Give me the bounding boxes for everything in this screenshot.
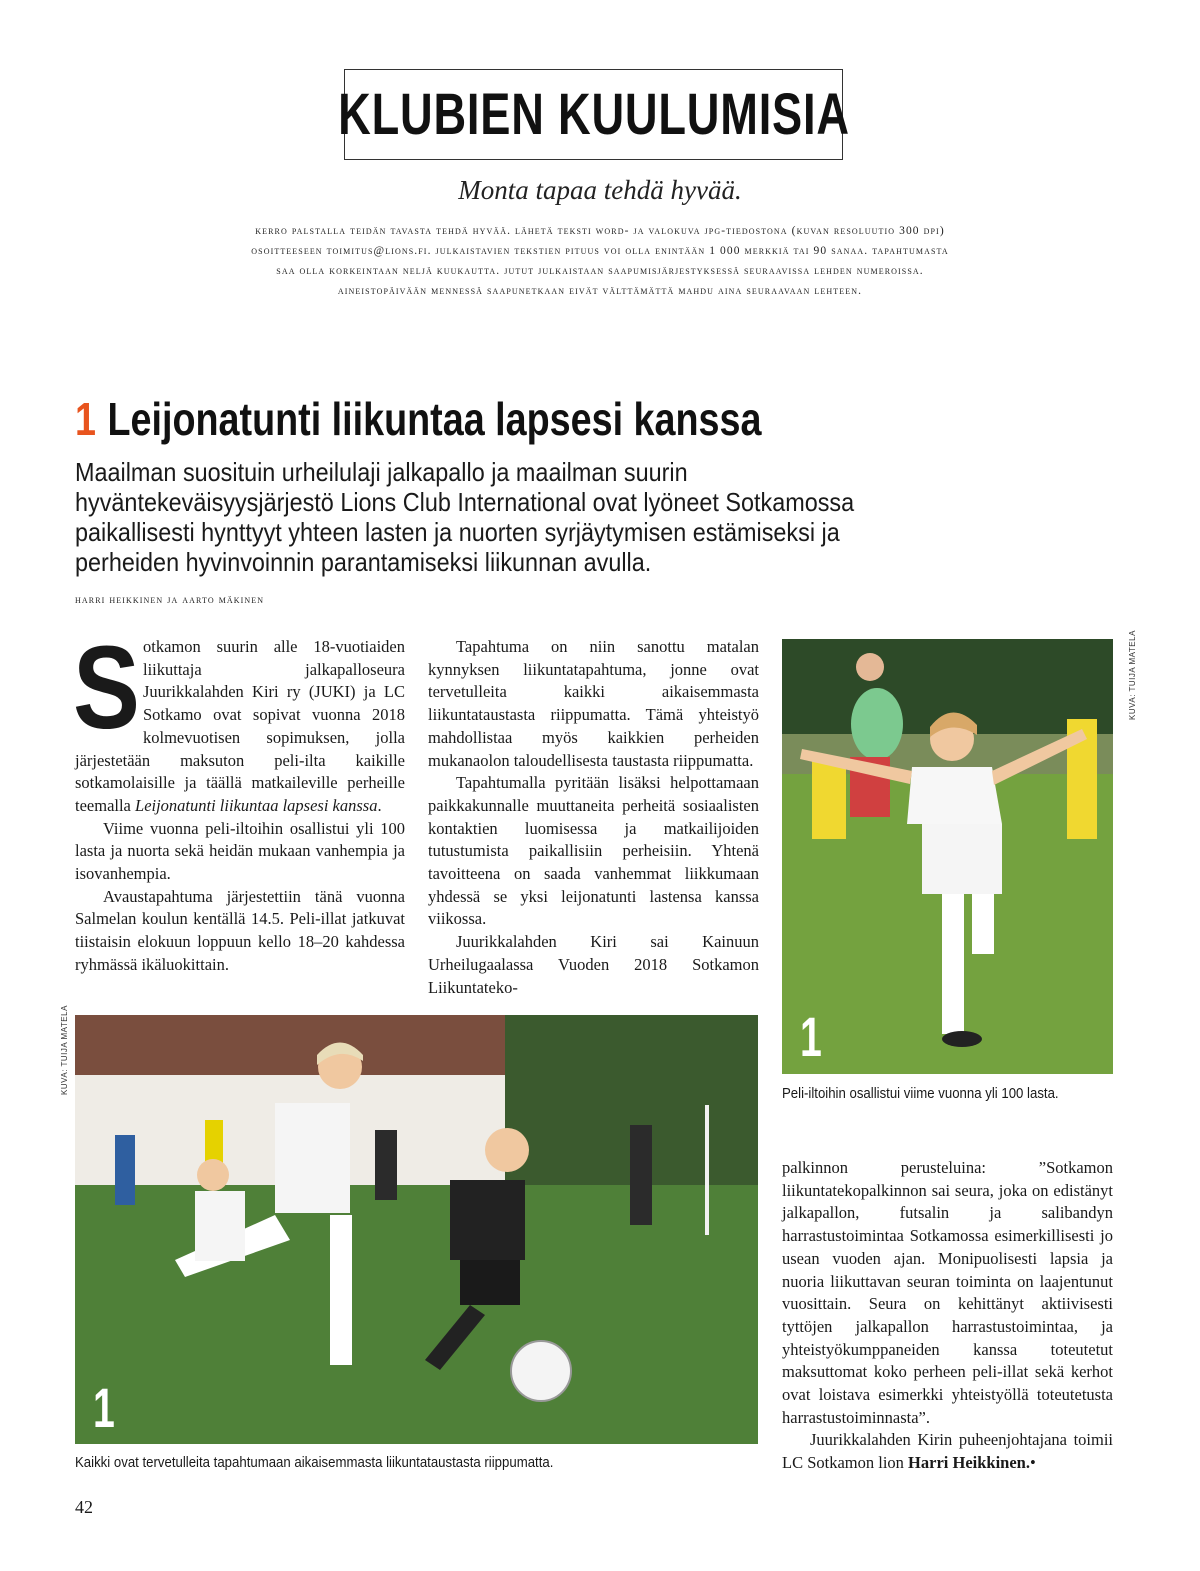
photo-caption: Kaikki ovat tervetulleita tapahtumaan aikaisemmasta liikuntataustasta riippumatta.: [75, 1454, 554, 1471]
paragraph: Tapahtumalla pyritään lisäksi helpottamaan paikkakunnalle muuttaneita perheitä sosiaalisten kontaktien luomisessa ja matkailijoiden tutustumista paikallisiin perheisiin. Yhtenä tavoitteena on saada vanhemmat liikkumaan yhdessä se yksi leijonatunti lastensa kanssa viikossa.: [428, 773, 759, 929]
section-header-box: [337, 69, 850, 160]
paragraph: Tapahtuma on niin sanottu matalan kynnyksen liikuntatapahtuma, jonne ovat tervetulleita kaikki aikaisemmasta liikuntataustasta riippumatta. Tämä yhteistyö mahdollistaa myös kaikkien perheiden mukanaolon taloudellisesta taustasta riippumatta.: [428, 637, 759, 770]
section-title: KLUBIEN KUULUMISIA: [337, 82, 850, 147]
photo-number: 1: [800, 1005, 822, 1068]
submission-instructions: [100, 221, 1100, 301]
article-lead: Maailman suosituin urheilulaji jalkapallo ja maailman suurin hyväntekeväisyysjärjestö Lions Club International ovat lyöneet Sotkamossa paikallisesti hynttyyt yhteen lasten ja nuorten syrjäytymisen estämiseksi ja perheiden hyvinvoinnin parantamiseksi liikunnan avulla.: [75, 457, 855, 577]
article-number: 1: [75, 393, 96, 445]
photo-child-celebrating: [782, 639, 1113, 1074]
article-title: [75, 392, 761, 446]
photo-illustration: [782, 639, 1113, 1074]
paragraph: [73, 622, 405, 818]
article-title-text: Leijonatunti liikuntaa lapsesi kanssa: [107, 393, 762, 445]
paragraph-text: Juurikkalahden Kirin puheenjohtajana toimii LC Sotkamon lion: [782, 1430, 1113, 1473]
photo-illustration: [75, 1015, 758, 1444]
body-column-2: [428, 636, 759, 999]
paragraph: palkinnon perusteluina: ”Sotkamon liikuntatekopalkinnon sai seura, joka on edistänyt jalkapallon, futsalin ja salibandyn harrastustoimintaa Sotkamossa esimerkillisesti jo usean vuoden ajan. Monipuolisesti lapsia ja nuoria liikuttavan seuran toiminta on laajentunut vuosittain. Seura on kehittänyt aktiivisesti tyttöjen jalkapallon harrastustoimintaa, ja yhteistyökumppaneiden kanssa toteutetut maksuttomat koko perheen peli-illat sekä kerhot ovat loistava esimerkki yhteistyöllä toteutetusta harrastustoiminnasta”.: [782, 1158, 1113, 1427]
photo-football-match: [75, 1015, 758, 1444]
paragraph: Juurikkalahden Kiri sai Kainuun Urheilugaalassa Vuoden 2018 Sotkamon Liikuntateko-: [428, 932, 759, 997]
paragraph-end: .: [377, 795, 382, 815]
byline: harri heikkinen ja aarto mäkinen: [75, 594, 265, 606]
drop-cap: S: [73, 622, 140, 754]
paragraph: Avaustapahtuma järjestettiin tänä vuonna Salmelan koulun kentällä 14.5. Peli-illat jatkuvat tiistaisin elokuun loppuun kello 18–20 kahdessa ryhmässä ikäluokittain.: [75, 886, 405, 974]
photo-credit: KUVA: TUIJA MATELA: [60, 1005, 69, 1095]
body-column-1: [73, 622, 405, 977]
photo-number: 1: [93, 1376, 115, 1439]
paragraph: Viime vuonna peli-iltoihin osallistui yli 100 lasta ja nuorta sekä heidän mukaan vanhempia ja isovanhempia.: [75, 818, 405, 884]
end-mark: •: [1029, 1453, 1036, 1473]
instructions-line: kerro palstalla teidän tavasta tehdä hyvää. lähetä teksti word- ja valokuva jpg-tiedostona (kuvan resoluutio 300 dpi): [255, 225, 945, 237]
photo-credit: KUVA: TUIJA MATELA: [1128, 630, 1137, 720]
event-name: Leijonatunti liikuntaa lapsesi kanssa: [135, 795, 378, 815]
body-column-3: [782, 1157, 1113, 1475]
photo-caption: Peli-iltoihin osallistui viime vuonna yli 100 lasta.: [782, 1085, 1059, 1102]
paragraph: [782, 1429, 1113, 1474]
instructions-line: aineistopäivään mennessä saapunetkaan eivät välttämättä mahdu aina seuraavaan lehteen.: [337, 285, 863, 297]
instructions-line: saa olla korkeintaan neljä kuukautta. jutut julkaistaan saapumisjärjestyksessä seuraavissa lehden numeroissa.: [276, 265, 924, 277]
section-subtitle: Monta tapaa tehdä hyvää.: [458, 175, 742, 205]
author-name: Harri Heikkinen.: [908, 1453, 1030, 1473]
instructions-line: osoitteeseen toimitus@lions.fi. julkaistavien tekstien pituus voi olla enintään 1 000 merkkiä tai 90 sanaa. tapahtumasta: [251, 245, 949, 257]
paragraph-text: otkamon suurin alle 18-vuotiaiden liikuttaja jalkapalloseura Juurikkalahden Kiri ry (JUKI) ja LC Sotkamo ovat sopivat vuonna 2018 kolmevuotisen sopimuksen, jolla järjestetään maksuton peli-ilta kaikille sotkamolaisille ja täällä matkaileville perheille teemalla: [75, 637, 405, 815]
page-number: 42: [75, 1497, 93, 1517]
